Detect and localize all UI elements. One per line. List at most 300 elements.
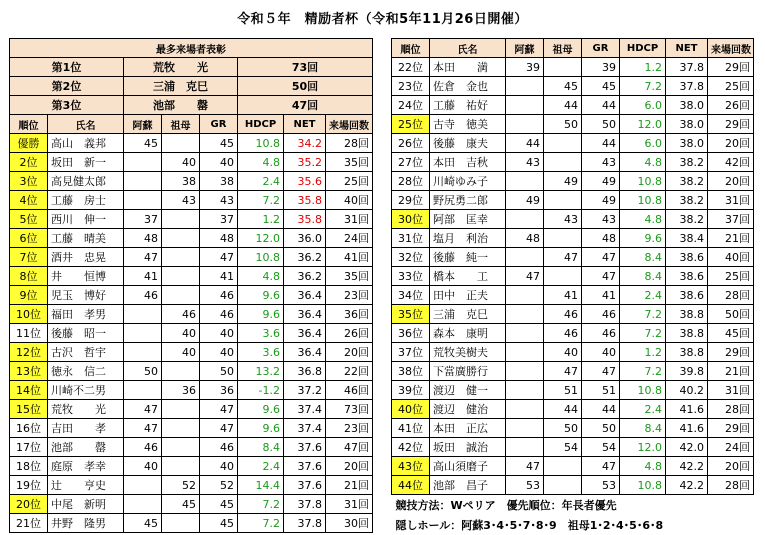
sobo-score: 44 (544, 400, 582, 419)
header-aso: 阿蘇 (124, 115, 162, 134)
player-name: 佐倉 金也 (430, 77, 506, 96)
right-results-table (391, 38, 754, 535)
result-row (392, 362, 754, 381)
aso-score: 48 (506, 229, 544, 248)
header-visits: 来場回数 (326, 115, 373, 134)
player-name: 阿部 匡幸 (430, 210, 506, 229)
aso-score (124, 172, 162, 191)
visit-count: 23回 (326, 419, 373, 438)
gross-score: 45 (200, 134, 238, 153)
hdcp-value: 10.8 (238, 248, 284, 267)
gross-score: 36 (200, 381, 238, 400)
net-score: 39.8 (666, 362, 708, 381)
hdcp-value: 7.2 (620, 77, 666, 96)
result-row (392, 457, 754, 476)
net-score: 35.6 (284, 172, 326, 191)
award-place: 第2位 (10, 77, 124, 96)
net-score: 37.6 (284, 438, 326, 457)
aso-score (506, 96, 544, 115)
gross-score: 48 (582, 229, 620, 248)
visit-count: 30回 (326, 514, 373, 533)
player-name: 橋本 工 (430, 267, 506, 286)
rank-cell: 18位 (10, 457, 48, 476)
result-row (392, 248, 754, 267)
header-rank: 順位 (392, 39, 430, 58)
player-name: 渡辺 健一 (430, 381, 506, 400)
net-score: 38.2 (666, 191, 708, 210)
award-place: 第1位 (10, 58, 124, 77)
player-name: 酒井 忠晃 (48, 248, 124, 267)
award-count: 47回 (238, 96, 373, 115)
hdcp-value: -1.2 (238, 381, 284, 400)
net-score: 38.2 (666, 172, 708, 191)
gross-score: 47 (200, 400, 238, 419)
player-name: 辻 亨史 (48, 476, 124, 495)
net-score: 42.2 (666, 476, 708, 495)
gross-score: 39 (582, 58, 620, 77)
result-row (392, 153, 754, 172)
rank-cell: 37位 (392, 343, 430, 362)
rank-cell: 31位 (392, 229, 430, 248)
sobo-score (162, 400, 200, 419)
aso-score (506, 381, 544, 400)
aso-score (506, 172, 544, 191)
result-row (392, 77, 754, 96)
visit-count: 40回 (708, 248, 754, 267)
gross-score: 40 (582, 343, 620, 362)
aso-score (506, 419, 544, 438)
gross-score: 51 (582, 381, 620, 400)
result-row (392, 305, 754, 324)
sobo-score: 46 (544, 305, 582, 324)
gross-score: 47 (200, 419, 238, 438)
hdcp-value: 7.2 (620, 305, 666, 324)
sobo-score: 38 (162, 172, 200, 191)
aso-score (124, 495, 162, 514)
sobo-score: 43 (544, 210, 582, 229)
net-score: 37.6 (284, 476, 326, 495)
header-name: 氏名 (430, 39, 506, 58)
sobo-score: 52 (162, 476, 200, 495)
award-place: 第3位 (10, 96, 124, 115)
gross-score: 46 (200, 305, 238, 324)
player-name: 中尾 新明 (48, 495, 124, 514)
visit-count: 40回 (326, 191, 373, 210)
result-row (10, 400, 373, 419)
sobo-score (544, 476, 582, 495)
net-score: 37.4 (284, 400, 326, 419)
sobo-score: 40 (162, 324, 200, 343)
aso-score: 40 (124, 457, 162, 476)
aso-score: 47 (506, 267, 544, 286)
aso-score (124, 191, 162, 210)
hdcp-value: 2.4 (620, 400, 666, 419)
hdcp-value: 10.8 (620, 381, 666, 400)
net-score: 40.2 (666, 381, 708, 400)
visit-count: 21回 (708, 362, 754, 381)
sobo-score (544, 153, 582, 172)
visit-count: 20回 (708, 172, 754, 191)
visit-count: 31回 (708, 381, 754, 400)
rank-cell: 38位 (392, 362, 430, 381)
visit-count: 25回 (326, 172, 373, 191)
result-row (10, 134, 373, 153)
result-row (10, 476, 373, 495)
hdcp-value: 7.2 (620, 362, 666, 381)
gross-score: 44 (582, 134, 620, 153)
aso-score (506, 343, 544, 362)
aso-score: 47 (124, 419, 162, 438)
award-count: 73回 (238, 58, 373, 77)
player-name: 塩月 利治 (430, 229, 506, 248)
page-title: 令和５年 精励者杯（令和5年11月26日開催） (237, 12, 528, 27)
header-aso: 阿蘇 (506, 39, 544, 58)
header-net: NET (284, 115, 326, 134)
rank-cell: 41位 (392, 419, 430, 438)
sobo-score: 46 (162, 305, 200, 324)
visit-count: 37回 (708, 210, 754, 229)
sobo-score (544, 229, 582, 248)
player-name: 西川 伸一 (48, 210, 124, 229)
result-row (10, 419, 373, 438)
gross-score: 52 (200, 476, 238, 495)
sobo-score: 50 (544, 419, 582, 438)
player-name: 古寺 徳美 (430, 115, 506, 134)
gross-score: 40 (200, 324, 238, 343)
player-name: 川崎不二男 (48, 381, 124, 400)
visit-count: 23回 (326, 286, 373, 305)
net-score: 38.2 (666, 210, 708, 229)
aso-score: 47 (124, 400, 162, 419)
rank-cell: 13位 (10, 362, 48, 381)
result-row (10, 267, 373, 286)
sobo-score: 40 (162, 153, 200, 172)
result-row (392, 191, 754, 210)
sobo-score (162, 134, 200, 153)
hdcp-value: 12.0 (238, 229, 284, 248)
visit-count: 26回 (326, 324, 373, 343)
gross-score: 40 (200, 153, 238, 172)
hdcp-value: 7.2 (238, 495, 284, 514)
player-name: 福田 孝男 (48, 305, 124, 324)
hdcp-value: 1.2 (620, 58, 666, 77)
gross-score: 50 (200, 362, 238, 381)
player-name: 池部 罄 (48, 438, 124, 457)
award-row (10, 77, 373, 96)
sobo-score (544, 134, 582, 153)
sobo-score: 45 (162, 495, 200, 514)
result-row (10, 153, 373, 172)
aso-score: 48 (124, 229, 162, 248)
sobo-score (544, 457, 582, 476)
header-sobo: 祖母 (162, 115, 200, 134)
rank-cell: 7位 (10, 248, 48, 267)
gross-score: 45 (200, 495, 238, 514)
visit-count: 22回 (326, 362, 373, 381)
aso-score (124, 343, 162, 362)
visit-count: 29回 (708, 419, 754, 438)
gross-score: 45 (200, 514, 238, 533)
rank-cell: 15位 (10, 400, 48, 419)
hdcp-value: 13.2 (238, 362, 284, 381)
rank-cell: 36位 (392, 324, 430, 343)
result-row (392, 400, 754, 419)
aso-score: 45 (124, 514, 162, 533)
gross-score: 44 (582, 400, 620, 419)
gross-score: 43 (582, 210, 620, 229)
aso-score: 37 (124, 210, 162, 229)
net-score: 37.8 (666, 77, 708, 96)
result-row (10, 248, 373, 267)
header-rank: 順位 (10, 115, 48, 134)
net-score: 38.6 (666, 267, 708, 286)
gross-score: 47 (582, 267, 620, 286)
visit-count: 26回 (708, 96, 754, 115)
net-score: 38.6 (666, 286, 708, 305)
rank-cell: 12位 (10, 343, 48, 362)
sobo-score (162, 514, 200, 533)
header-gr: GR (582, 39, 620, 58)
sobo-score (162, 286, 200, 305)
net-score: 36.2 (284, 267, 326, 286)
hdcp-value: 8.4 (620, 419, 666, 438)
result-row (392, 343, 754, 362)
net-score: 38.0 (666, 96, 708, 115)
gross-score: 49 (582, 191, 620, 210)
rank-cell: 10位 (10, 305, 48, 324)
aso-score: 47 (124, 248, 162, 267)
hdcp-value: 2.4 (238, 457, 284, 476)
result-row (10, 362, 373, 381)
aso-score (506, 362, 544, 381)
result-row (392, 58, 754, 77)
player-name: 森本 康明 (430, 324, 506, 343)
rank-cell: 39位 (392, 381, 430, 400)
result-row (10, 172, 373, 191)
visit-count: 20回 (326, 343, 373, 362)
aso-score (506, 438, 544, 457)
awards-header: 最多来場者表彰 (10, 39, 373, 58)
net-score: 37.4 (284, 419, 326, 438)
aso-score: 44 (506, 134, 544, 153)
gross-score: 54 (582, 438, 620, 457)
visit-count: 35回 (326, 153, 373, 172)
result-row (10, 495, 373, 514)
visit-count: 45回 (708, 324, 754, 343)
aso-score (124, 153, 162, 172)
rank-cell: 6位 (10, 229, 48, 248)
player-name: 下當廣勝行 (430, 362, 506, 381)
aso-score: 50 (124, 362, 162, 381)
rank-cell: 4位 (10, 191, 48, 210)
sobo-score (162, 210, 200, 229)
result-row (10, 343, 373, 362)
gross-score: 47 (582, 362, 620, 381)
hdcp-value: 2.4 (620, 286, 666, 305)
net-score: 36.4 (284, 343, 326, 362)
sobo-score: 43 (162, 191, 200, 210)
result-row (392, 419, 754, 438)
result-row (10, 210, 373, 229)
visit-count: 20回 (326, 457, 373, 476)
net-score: 38.0 (666, 115, 708, 134)
aso-score: 39 (506, 58, 544, 77)
hdcp-value: 3.6 (238, 343, 284, 362)
aso-score (506, 115, 544, 134)
rank-cell: 21位 (10, 514, 48, 533)
rank-cell: 40位 (392, 400, 430, 419)
visit-count: 25回 (708, 267, 754, 286)
player-name: 川崎ゆみ子 (430, 172, 506, 191)
result-row (392, 267, 754, 286)
hdcp-value: 3.6 (238, 324, 284, 343)
player-name: 古沢 哲宇 (48, 343, 124, 362)
visit-count: 29回 (708, 343, 754, 362)
result-row (392, 96, 754, 115)
player-name: 本田 吉秋 (430, 153, 506, 172)
aso-score: 45 (124, 134, 162, 153)
award-row (10, 96, 373, 115)
gross-score: 43 (200, 191, 238, 210)
sobo-score: 47 (544, 362, 582, 381)
gross-score: 41 (200, 267, 238, 286)
visit-count: 29回 (708, 115, 754, 134)
sobo-score: 50 (544, 115, 582, 134)
rank-cell: 16位 (10, 419, 48, 438)
player-name: 後藤 純一 (430, 248, 506, 267)
result-row (10, 229, 373, 248)
aso-score (124, 305, 162, 324)
net-score: 42.2 (666, 457, 708, 476)
hdcp-value: 12.0 (620, 115, 666, 134)
result-row (10, 191, 373, 210)
player-name: 野尻勇二郎 (430, 191, 506, 210)
result-row (392, 324, 754, 343)
sobo-score: 47 (544, 248, 582, 267)
rank-cell: 27位 (392, 153, 430, 172)
sobo-score: 40 (162, 343, 200, 362)
player-name: 工藤 晴美 (48, 229, 124, 248)
player-name: 坂田 誠治 (430, 438, 506, 457)
sobo-score (162, 457, 200, 476)
sobo-score (162, 248, 200, 267)
gross-score: 50 (582, 419, 620, 438)
visit-count: 28回 (708, 286, 754, 305)
sobo-score (162, 438, 200, 457)
net-score: 37.8 (284, 495, 326, 514)
hdcp-value: 4.8 (620, 153, 666, 172)
aso-score: 47 (506, 457, 544, 476)
hdcp-value: 4.8 (238, 267, 284, 286)
player-name: 本田 満 (430, 58, 506, 77)
aso-score: 46 (124, 438, 162, 457)
net-score: 38.2 (666, 153, 708, 172)
awards-header-row (10, 39, 373, 58)
hdcp-value: 1.2 (620, 343, 666, 362)
gross-score: 41 (582, 286, 620, 305)
visit-count: 21回 (326, 476, 373, 495)
column-header-row (392, 39, 754, 58)
visit-count: 41回 (326, 248, 373, 267)
aso-score: 46 (124, 286, 162, 305)
sobo-score (162, 362, 200, 381)
rank-cell: 優勝 (10, 134, 48, 153)
result-row (10, 305, 373, 324)
net-score: 38.6 (666, 248, 708, 267)
aso-score (124, 476, 162, 495)
visit-count: 28回 (326, 134, 373, 153)
award-name: 池部 罄 (124, 96, 238, 115)
rank-cell: 44位 (392, 476, 430, 495)
result-row (392, 476, 754, 495)
net-score: 36.4 (284, 305, 326, 324)
sobo-score (544, 191, 582, 210)
header-visits: 来場回数 (708, 39, 754, 58)
result-row (392, 115, 754, 134)
header-hdcp: HDCP (620, 39, 666, 58)
visit-count: 50回 (708, 305, 754, 324)
net-score: 34.2 (284, 134, 326, 153)
sobo-score: 36 (162, 381, 200, 400)
sobo-score: 51 (544, 381, 582, 400)
sobo-score (544, 267, 582, 286)
rank-cell: 24位 (392, 96, 430, 115)
gross-score: 37 (200, 210, 238, 229)
award-count: 50回 (238, 77, 373, 96)
hdcp-value: 4.8 (238, 153, 284, 172)
net-score: 36.2 (284, 248, 326, 267)
gross-score: 45 (582, 77, 620, 96)
net-score: 36.0 (284, 229, 326, 248)
player-name: 坂田 新一 (48, 153, 124, 172)
player-name: 吉田 孝 (48, 419, 124, 438)
result-row (392, 229, 754, 248)
net-score: 41.6 (666, 400, 708, 419)
gross-score: 47 (582, 457, 620, 476)
visit-count: 31回 (326, 495, 373, 514)
competition-rule-note: 競技方法：Wペリア 優先順位：年長者優先 (392, 495, 754, 516)
player-name: 三浦 克巳 (430, 305, 506, 324)
hidden-holes-note: 隠しホール：阿蘇3･4･5･7･8･9 祖母1･2･4･5･6･8 (395, 519, 664, 532)
rank-cell: 3位 (10, 172, 48, 191)
hdcp-value: 4.8 (620, 457, 666, 476)
hdcp-value: 14.4 (238, 476, 284, 495)
net-score: 37.8 (284, 514, 326, 533)
sobo-score (162, 419, 200, 438)
aso-score (506, 400, 544, 419)
result-row (392, 210, 754, 229)
net-score: 36.4 (284, 286, 326, 305)
rank-cell: 2位 (10, 153, 48, 172)
visit-count: 31回 (326, 210, 373, 229)
player-name: 田中 正夫 (430, 286, 506, 305)
hdcp-value: 9.6 (238, 286, 284, 305)
rank-cell: 35位 (392, 305, 430, 324)
note-row (392, 495, 754, 516)
rank-cell: 28位 (392, 172, 430, 191)
net-score: 38.8 (666, 324, 708, 343)
gross-score: 40 (200, 343, 238, 362)
player-name: 高山 義邦 (48, 134, 124, 153)
rank-cell: 30位 (392, 210, 430, 229)
visit-count: 20回 (708, 134, 754, 153)
rank-cell: 17位 (10, 438, 48, 457)
result-row (392, 286, 754, 305)
gross-score: 44 (582, 96, 620, 115)
visit-count: 28回 (708, 400, 754, 419)
net-score: 35.8 (284, 191, 326, 210)
result-row (10, 438, 373, 457)
